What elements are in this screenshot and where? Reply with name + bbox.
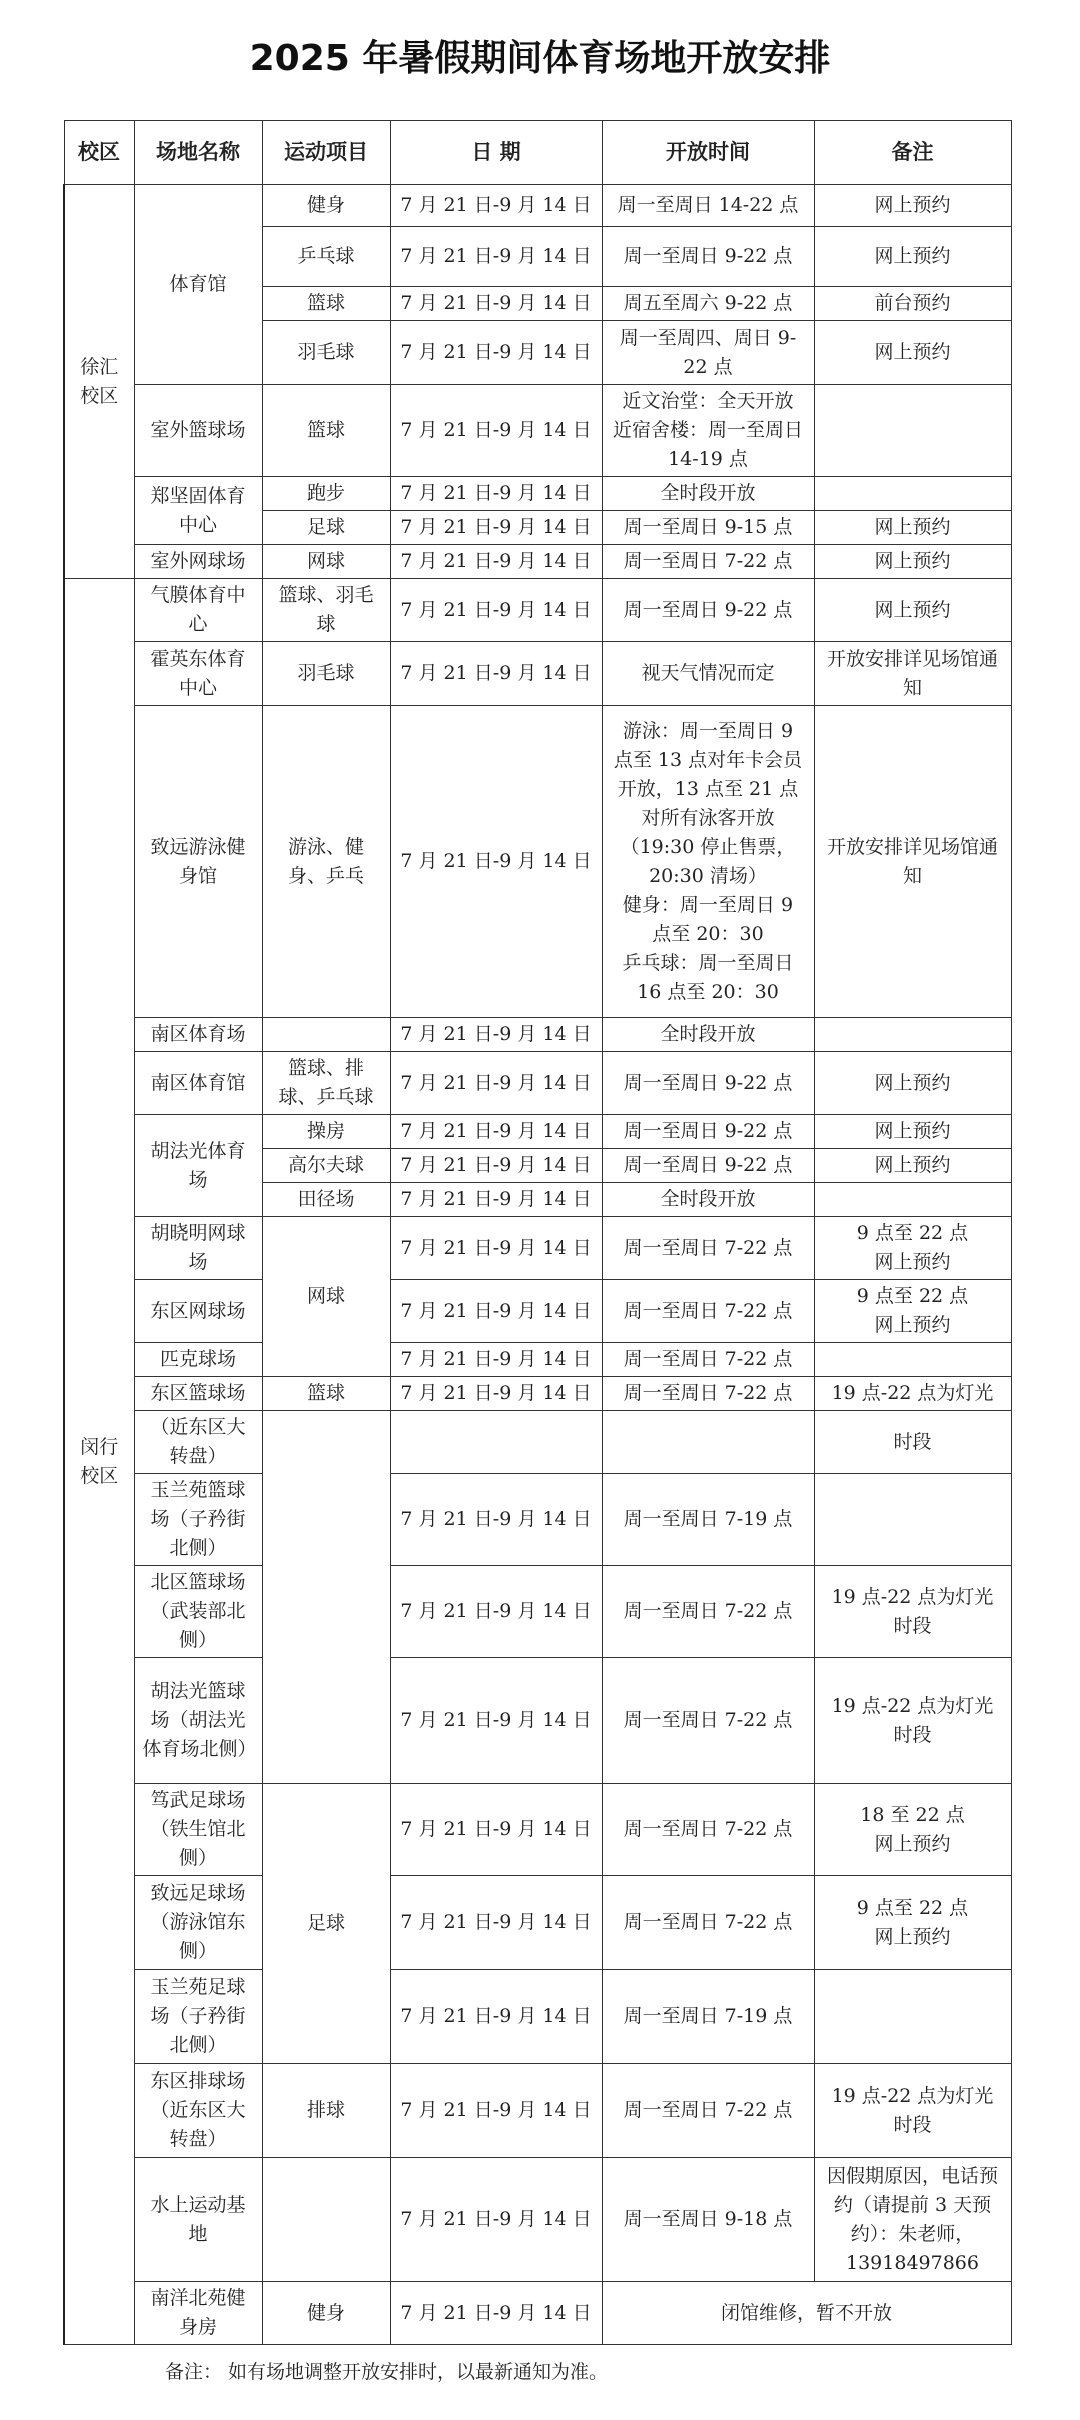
table-row xyxy=(64,1377,1011,1411)
note-cell: 网上预约 xyxy=(814,579,1011,642)
venue-cell: （近东区大转盘） xyxy=(134,1411,262,1474)
date-cell: 7 月 21 日-9 月 14 日 xyxy=(390,185,602,227)
note-cell: 9 点至 22 点 网上预约 xyxy=(814,1280,1011,1343)
hours-cell: 周一至周日 9-22 点 xyxy=(602,1149,814,1183)
note-cell: 网上预约 xyxy=(814,321,1011,385)
hours-cell: 周一至周日 9-22 点 xyxy=(602,579,814,642)
hours-cell: 周一至周日 9-15 点 xyxy=(602,511,814,545)
hours-cell: 周一至周日 14-22 点 xyxy=(602,185,814,227)
date-cell: 7 月 21 日-9 月 14 日 xyxy=(390,1149,602,1183)
sport-cell: 健身 xyxy=(262,2282,390,2345)
table-row xyxy=(64,385,1011,477)
venue-cell: 匹克球场 xyxy=(134,1343,262,1377)
campus-cell: 徐汇 校区 xyxy=(64,185,134,579)
hours-cell-empty xyxy=(602,1411,814,1474)
date-cell: 7 月 21 日-9 月 14 日 xyxy=(390,287,602,321)
hours-cell: 周一至周日 9-22 点 xyxy=(602,1115,814,1149)
table-header-row xyxy=(64,121,1011,185)
note-cell xyxy=(814,1018,1011,1052)
note-cell: 开放安排详见场馆通知 xyxy=(814,642,1011,706)
sport-cell xyxy=(262,1018,390,1052)
venue-cell: 体育馆 xyxy=(134,185,262,385)
hours-cell: 全时段开放 xyxy=(602,1183,814,1217)
date-cell: 7 月 21 日-9 月 14 日 xyxy=(390,1280,602,1343)
note-cell: 9 点至 22 点 网上预约 xyxy=(814,1217,1011,1280)
table-row xyxy=(64,545,1011,579)
sport-cell: 篮球 xyxy=(262,385,390,477)
table-row xyxy=(64,642,1011,706)
table-row xyxy=(64,1018,1011,1052)
hours-cell: 周一至周日 7-19 点 xyxy=(602,1474,814,1566)
note-cell xyxy=(814,1343,1011,1377)
table-row xyxy=(64,1784,1011,1876)
note-cell: 网上预约 xyxy=(814,185,1011,227)
schedule-table xyxy=(63,120,1012,2345)
table-row xyxy=(64,1970,1011,2064)
note-cell: 因假期原因，电话预约（请提前 3 天预约）：朱老师，13918497866 xyxy=(814,2158,1011,2282)
date-cell: 7 月 21 日-9 月 14 日 xyxy=(390,1658,602,1784)
hours-cell: 周一至周日 7-22 点 xyxy=(602,1566,814,1658)
note-cell: 19 点-22 点为灯光时段 xyxy=(814,2064,1011,2158)
sport-cell: 游泳、健身、乒乓 xyxy=(262,706,390,1018)
hours-cell: 周一至周日 7-22 点 xyxy=(602,545,814,579)
table-row xyxy=(64,2282,1011,2345)
hours-cell: 周一至周日 7-22 点 xyxy=(602,1658,814,1784)
note-cell: 网上预约 xyxy=(814,227,1011,287)
header-date: 日 期 xyxy=(390,121,602,185)
table-row xyxy=(64,1658,1011,1784)
sport-cell: 排球 xyxy=(262,2064,390,2158)
note-cell: 18 至 22 点 网上预约 xyxy=(814,1784,1011,1876)
sport-cell: 网球 xyxy=(262,1217,390,1377)
hours-cell: 游泳：周一至周日 9 点至 13 点对年卡会员开放，13 点至 21 点对所有泳客开放（19:30 停止售票，20:30 清场） 健身：周一至周日 9 点至 20：30 乒乓球：周一至周日 16 点至 20：30 xyxy=(602,706,814,1018)
date-cell: 7 月 21 日-9 月 14 日 xyxy=(390,385,602,477)
date-cell: 7 月 21 日-9 月 14 日 xyxy=(390,1052,602,1115)
table-row xyxy=(64,1343,1011,1377)
note-cell: 前台预约 xyxy=(814,287,1011,321)
note-cell: 网上预约 xyxy=(814,511,1011,545)
date-cell: 7 月 21 日-9 月 14 日 xyxy=(390,1217,602,1280)
date-cell-empty xyxy=(390,1411,602,1474)
date-cell: 7 月 21 日-9 月 14 日 xyxy=(390,511,602,545)
table-row xyxy=(64,185,1011,227)
date-cell: 7 月 21 日-9 月 14 日 xyxy=(390,1183,602,1217)
date-cell: 7 月 21 日-9 月 14 日 xyxy=(390,1970,602,2064)
campus-cell: 闵行 校区 xyxy=(64,579,134,2345)
venue-cell: 东区网球场 xyxy=(134,1280,262,1343)
note-cell: 开放安排详见场馆通知 xyxy=(814,706,1011,1018)
venue-cell: 霍英东体育中心 xyxy=(134,642,262,706)
note-cell: 19 点-22 点为灯光时段 xyxy=(814,1658,1011,1784)
sport-cell: 操房 xyxy=(262,1115,390,1149)
note-cell: 19 点-22 点为灯光时段 xyxy=(814,1566,1011,1658)
sport-cell: 篮球 xyxy=(262,1377,390,1411)
venue-cell: 北区篮球场（武装部北侧） xyxy=(134,1566,262,1658)
date-cell: 7 月 21 日-9 月 14 日 xyxy=(390,1566,602,1658)
date-cell: 7 月 21 日-9 月 14 日 xyxy=(390,2064,602,2158)
date-cell: 7 月 21 日-9 月 14 日 xyxy=(390,2158,602,2282)
date-cell: 7 月 21 日-9 月 14 日 xyxy=(390,545,602,579)
hours-cell: 周一至周四、周日 9-22 点 xyxy=(602,321,814,385)
table-row xyxy=(64,1474,1011,1566)
hours-cell: 周五至周六 9-22 点 xyxy=(602,287,814,321)
venue-cell: 东区篮球场 xyxy=(134,1377,262,1411)
hours-cell: 周一至周日 9-18 点 xyxy=(602,2158,814,2282)
sport-cell: 田径场 xyxy=(262,1183,390,1217)
venue-cell: 致远足球场（游泳馆东侧） xyxy=(134,1876,262,1970)
venue-cell: 胡法光体育场 xyxy=(134,1115,262,1217)
note-cell xyxy=(814,477,1011,511)
hours-cell: 周一至周日 9-22 点 xyxy=(602,227,814,287)
venue-cell: 南洋北苑健身房 xyxy=(134,2282,262,2345)
note-cell: 网上预约 xyxy=(814,545,1011,579)
header-campus: 校区 xyxy=(64,121,134,185)
date-cell: 7 月 21 日-9 月 14 日 xyxy=(390,706,602,1018)
sport-cell: 篮球、排球、乒乓球 xyxy=(262,1052,390,1115)
hours-cell: 周一至周日 7-22 点 xyxy=(602,1784,814,1876)
sport-cell: 足球 xyxy=(262,511,390,545)
sport-cell: 乒乓球 xyxy=(262,227,390,287)
venue-cell: 气膜体育中心 xyxy=(134,579,262,642)
sport-cell: 健身 xyxy=(262,185,390,227)
venue-cell: 南区体育馆 xyxy=(134,1052,262,1115)
date-cell: 7 月 21 日-9 月 14 日 xyxy=(390,1343,602,1377)
table-row xyxy=(64,1217,1011,1280)
hours-cell: 周一至周日 7-22 点 xyxy=(602,2064,814,2158)
venue-cell: 郑坚固体育中心 xyxy=(134,477,262,545)
sport-cell xyxy=(262,2158,390,2282)
venue-cell: 室外网球场 xyxy=(134,545,262,579)
sport-cell: 羽毛球 xyxy=(262,321,390,385)
note-cell: 网上预约 xyxy=(814,1115,1011,1149)
venue-cell: 致远游泳健身馆 xyxy=(134,706,262,1018)
date-cell: 7 月 21 日-9 月 14 日 xyxy=(390,1115,602,1149)
hours-cell: 周一至周日 7-19 点 xyxy=(602,1970,814,2064)
hours-cell: 近文治堂：全天开放 近宿舍楼：周一至周日 14-19 点 xyxy=(602,385,814,477)
date-cell: 7 月 21 日-9 月 14 日 xyxy=(390,477,602,511)
note-cell: 时段 xyxy=(814,1411,1011,1474)
note-cell xyxy=(814,1970,1011,2064)
sport-cell: 羽毛球 xyxy=(262,642,390,706)
sport-cell: 篮球、羽毛球 xyxy=(262,579,390,642)
sport-cell: 网球 xyxy=(262,545,390,579)
hours-cell: 周一至周日 7-22 点 xyxy=(602,1217,814,1280)
venue-cell: 玉兰苑足球场（子矜街北侧） xyxy=(134,1970,262,2064)
date-cell: 7 月 21 日-9 月 14 日 xyxy=(390,1474,602,1566)
sport-cell: 跑步 xyxy=(262,477,390,511)
table-row xyxy=(64,1876,1011,1970)
table-row xyxy=(64,477,1011,511)
venue-cell: 东区排球场（近东区大转盘） xyxy=(134,2064,262,2158)
note-cell xyxy=(814,1183,1011,1217)
sport-cell: 篮球 xyxy=(262,287,390,321)
table-row xyxy=(64,1052,1011,1115)
sport-cell-empty xyxy=(262,1411,390,1784)
venue-cell: 南区体育场 xyxy=(134,1018,262,1052)
hours-cell: 全时段开放 xyxy=(602,477,814,511)
venue-cell: 胡法光篮球场（胡法光体育场北侧） xyxy=(134,1658,262,1784)
venue-cell: 水上运动基地 xyxy=(134,2158,262,2282)
table-row xyxy=(64,706,1011,1018)
table-row xyxy=(64,1411,1011,1474)
note-cell: 19 点-22 点为灯光 xyxy=(814,1377,1011,1411)
note-cell: 网上预约 xyxy=(814,1052,1011,1115)
venue-cell: 玉兰苑篮球场（子矜街北侧） xyxy=(134,1474,262,1566)
table-row xyxy=(64,1566,1011,1658)
header-hours: 开放时间 xyxy=(602,121,814,185)
header-venue: 场地名称 xyxy=(134,121,262,185)
hours-cell: 周一至周日 7-22 点 xyxy=(602,1280,814,1343)
note-cell xyxy=(814,385,1011,477)
date-cell: 7 月 21 日-9 月 14 日 xyxy=(390,1377,602,1411)
venue-cell: 胡晓明网球场 xyxy=(134,1217,262,1280)
table-row xyxy=(64,579,1011,642)
date-cell: 7 月 21 日-9 月 14 日 xyxy=(390,2282,602,2345)
hours-cell: 周一至周日 7-22 点 xyxy=(602,1377,814,1411)
hours-cell: 视天气情况而定 xyxy=(602,642,814,706)
header-sport: 运动项目 xyxy=(262,121,390,185)
hours-cell: 全时段开放 xyxy=(602,1018,814,1052)
footnote: 备注： 如有场地调整开放安排时，以最新通知为准。 xyxy=(165,2361,609,2383)
sport-cell: 高尔夫球 xyxy=(262,1149,390,1183)
venue-cell: 室外篮球场 xyxy=(134,385,262,477)
table-row xyxy=(64,1115,1011,1149)
page-title: 2025 年暑假期间体育场地开放安排 xyxy=(249,38,831,79)
date-cell: 7 月 21 日-9 月 14 日 xyxy=(390,1876,602,1970)
date-cell: 7 月 21 日-9 月 14 日 xyxy=(390,227,602,287)
closed-notice-cell: 闭馆维修，暂不开放 xyxy=(602,2282,1011,2345)
table-row xyxy=(64,2064,1011,2158)
note-cell: 网上预约 xyxy=(814,1149,1011,1183)
date-cell: 7 月 21 日-9 月 14 日 xyxy=(390,321,602,385)
note-cell: 9 点至 22 点 网上预约 xyxy=(814,1876,1011,1970)
hours-cell: 周一至周日 7-22 点 xyxy=(602,1876,814,1970)
note-cell xyxy=(814,1474,1011,1566)
table-row xyxy=(64,2158,1011,2282)
date-cell: 7 月 21 日-9 月 14 日 xyxy=(390,642,602,706)
table-row xyxy=(64,1280,1011,1343)
sport-cell: 足球 xyxy=(262,1784,390,2064)
hours-cell: 周一至周日 7-22 点 xyxy=(602,1343,814,1377)
venue-cell: 笃武足球场（铁生馆北侧） xyxy=(134,1784,262,1876)
date-cell: 7 月 21 日-9 月 14 日 xyxy=(390,579,602,642)
header-note: 备注 xyxy=(814,121,1011,185)
date-cell: 7 月 21 日-9 月 14 日 xyxy=(390,1784,602,1876)
date-cell: 7 月 21 日-9 月 14 日 xyxy=(390,1018,602,1052)
hours-cell: 周一至周日 9-22 点 xyxy=(602,1052,814,1115)
